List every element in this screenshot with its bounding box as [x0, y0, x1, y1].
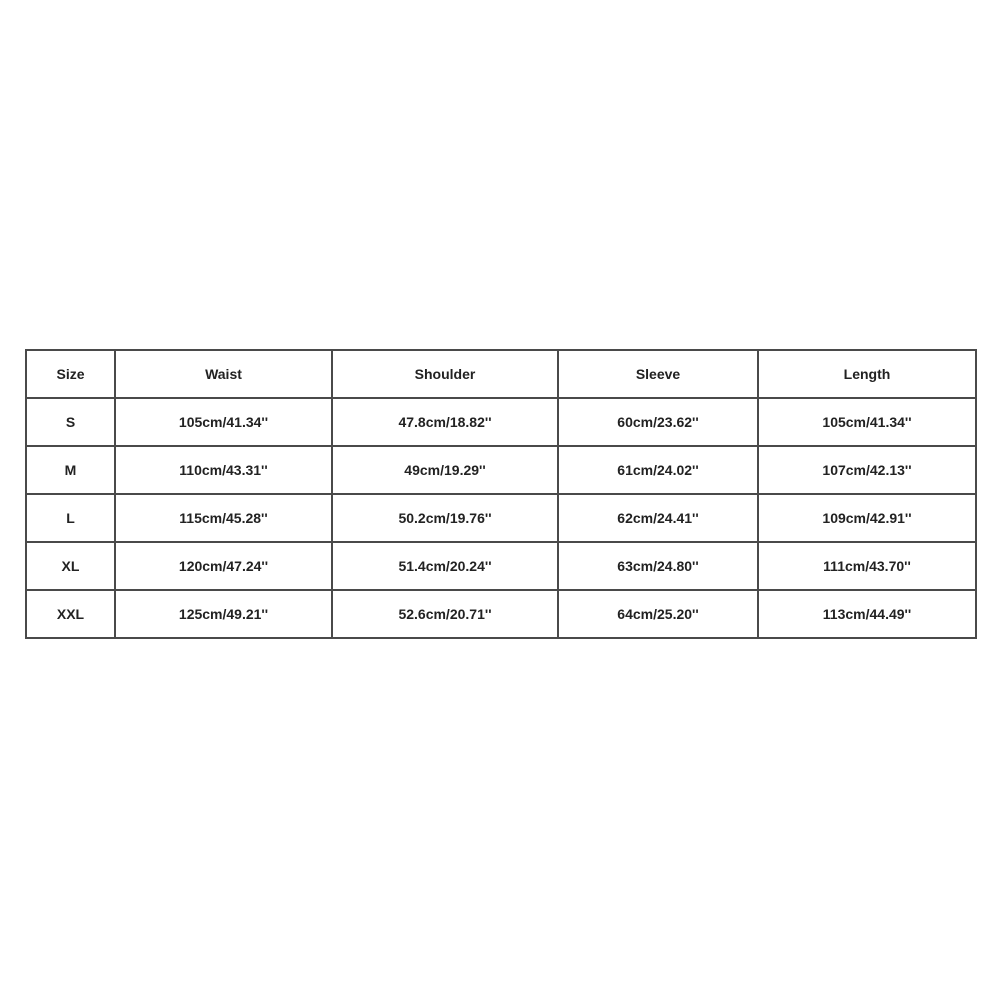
cell-size: M: [26, 446, 115, 494]
cell-waist: 110cm/43.31'': [115, 446, 332, 494]
table-row: [26, 398, 976, 446]
table-row: [26, 590, 976, 638]
cell-shoulder: 49cm/19.29'': [332, 446, 558, 494]
cell-size: XXL: [26, 590, 115, 638]
cell-size: XL: [26, 542, 115, 590]
table-row: [26, 494, 976, 542]
table-row: [26, 446, 976, 494]
cell-sleeve: 61cm/24.02'': [558, 446, 758, 494]
cell-size: S: [26, 398, 115, 446]
cell-waist: 105cm/41.34'': [115, 398, 332, 446]
table-row: [26, 542, 976, 590]
cell-shoulder: 52.6cm/20.71'': [332, 590, 558, 638]
header-sleeve: Sleeve: [558, 350, 758, 398]
cell-length: 109cm/42.91'': [758, 494, 976, 542]
cell-size: L: [26, 494, 115, 542]
header-size: Size: [26, 350, 115, 398]
table-header-row: [26, 350, 976, 398]
header-waist: Waist: [115, 350, 332, 398]
cell-shoulder: 47.8cm/18.82'': [332, 398, 558, 446]
cell-length: 105cm/41.34'': [758, 398, 976, 446]
cell-length: 107cm/42.13'': [758, 446, 976, 494]
cell-sleeve: 62cm/24.41'': [558, 494, 758, 542]
cell-waist: 120cm/47.24'': [115, 542, 332, 590]
cell-sleeve: 64cm/25.20'': [558, 590, 758, 638]
header-shoulder: Shoulder: [332, 350, 558, 398]
cell-sleeve: 63cm/24.80'': [558, 542, 758, 590]
cell-length: 111cm/43.70'': [758, 542, 976, 590]
cell-shoulder: 50.2cm/19.76'': [332, 494, 558, 542]
cell-length: 113cm/44.49'': [758, 590, 976, 638]
cell-shoulder: 51.4cm/20.24'': [332, 542, 558, 590]
size-chart-table: [25, 349, 977, 639]
header-length: Length: [758, 350, 976, 398]
cell-sleeve: 60cm/23.62'': [558, 398, 758, 446]
cell-waist: 125cm/49.21'': [115, 590, 332, 638]
cell-waist: 115cm/45.28'': [115, 494, 332, 542]
